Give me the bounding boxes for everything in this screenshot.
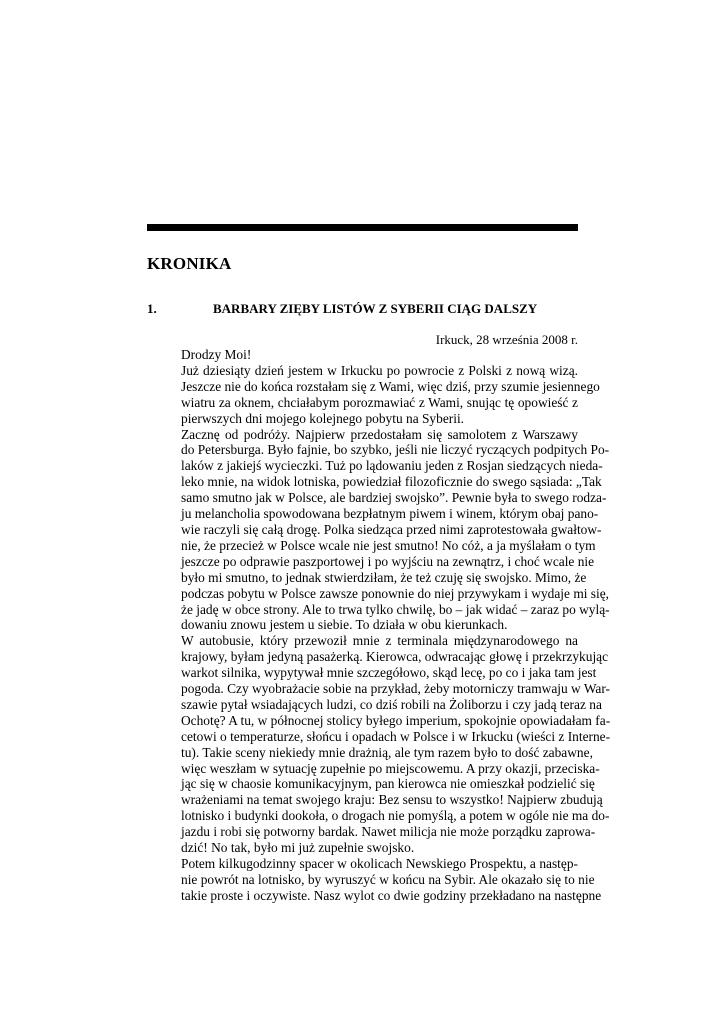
text-line: do Petersburga. Było fajnie, bo szybko, jeśli nie liczyć ryczących podpitych Po- [181, 442, 610, 458]
paragraph [147, 426, 610, 634]
text-line: nie powrót na lotnisko, by wyruszyć w końcu na Sybir. Ale okazało się to nie [181, 871, 595, 887]
text-line: dzić! No tak, było mi już zupełnie swojsko. [181, 840, 415, 856]
text-line: Już dziesiąty dzień jestem w Irkucku po powrocie z Polski z nową wizą. [181, 362, 578, 378]
text-line: podczas pobytu w Polsce zawsze ponownie do niej przywykam i wydaje mi się, [181, 585, 610, 601]
text-line: wie raczyli się całą drogę. Polka siedząca przed nimi zaprotestowała gwałtow- [181, 521, 602, 537]
letter-body [147, 347, 611, 904]
text-line: cetowi o temperaturze, słońcu i opadach w Polsce i w Irkucku (wieści z Interne- [181, 728, 611, 744]
text-line: dowaniu znowu jestem u siebie. To działa w obu kierunkach. [181, 617, 508, 633]
text-line: nie, że przecież w Polsce wcale nie jest smutno! No cóż, a ja myślałam o tym [181, 537, 596, 553]
text-line: krajowy, byłam jedyną pasażerką. Kierowca, odwracając głowę i przekrzykując [181, 649, 609, 665]
text-line: pogoda. Czy wyobrażacie sobie na przykład, żeby motorniczy tramwaju w War- [181, 681, 610, 697]
text-line: Ochotę? A tu, w północnej stolicy byłego imperium, spokojnie opowiadałam fa- [181, 712, 611, 728]
text-line: jeszcze po odprawie paszportowej i po wyjściu na zewnątrz, i choć wcale nie [181, 553, 595, 569]
text-line: Jeszcze nie do końca rozstałam się z Wami, więc dziś, przy szumie jesiennego [181, 378, 600, 394]
paragraph [147, 347, 578, 363]
paragraph [147, 362, 600, 427]
text-line: warkot silnika, wypytywał mnie szczegółowo, skąd lecę, po co i jaka tam jest [181, 665, 597, 681]
text-line: samo smutno jak w Polsce, ale bardziej swojsko”. Pewnie była to swego rodza- [181, 490, 607, 506]
text-line: jąc się w chaosie komunikacyjnym, pan kierowca nie omieszkał podzielić się [181, 776, 595, 792]
paragraph [147, 633, 611, 856]
text-line: leko mnie, na widok lotniska, powiedział filozoficznie do swego sąsiada: „Tak [181, 474, 602, 490]
text-line: lotnisko i budynki dookoła, o drogach nie pomyślą, a potem w ogóle nie ma do- [181, 808, 610, 824]
text-line: wiatru za oknem, chciałabym porozmawiać z Wami, snując tę opowieść z [181, 394, 578, 410]
text-line: więc weszłam w sytuację zupełnie po miejscowemu. A przy okazji, przeciska- [181, 760, 600, 776]
text-line: tu). Takie sceny niekiedy mnie drażnią, ale tym razem było to dość zabawne, [181, 744, 593, 760]
section-title: KRONIKA [147, 254, 232, 273]
text-line: Zacznę od podróży. Najpierw przedostałam się samolotem z Warszawy [181, 426, 578, 442]
top-rule [147, 224, 578, 231]
text-line: było mi smutno, to jednak stwierdziłam, że też czuję się swojsko. Mimo, że [181, 569, 587, 585]
text-line: pierwszych dni mojego kolejnego pobytu na Syberii. [181, 410, 465, 426]
text-line: takie proste i oczywiste. Nasz wylot co dwie godziny przekładano na następne [181, 887, 602, 903]
text-line: że jadę w obce strony. Ale to trwa tylko chwilę, bo – jak widać – zaraz po wylą- [181, 601, 610, 617]
article-number: 1. [147, 301, 157, 316]
paragraph [147, 856, 602, 904]
text-line: Potem kilkugodzinny spacer w okolicach Newskiego Prospektu, a następ- [181, 856, 578, 871]
text-line: Drodzy Moi! [181, 347, 252, 362]
text-line: W autobusie, który przewoził mnie z terminala międzynarodowego na [181, 633, 578, 649]
text-line: ju melancholia spowodowana bezpłatnym piwem i winem, którym obaj pano- [181, 506, 599, 522]
dateline: Irkuck, 28 września 2008 r. [435, 332, 578, 347]
text-line: wrażeniami na temat swojego kraju: Bez sensu to wszystko! Najpierw zbudują [181, 792, 603, 808]
text-line: laków z jakiejś wycieczki. Tuż po lądowaniu jeden z Rosjan siedzących nieda- [181, 458, 603, 474]
article-title: BARBARY ZIĘBY LISTÓW Z SYBERII CIĄG DALSZY [213, 301, 538, 316]
text-line: jazdu i robi się potworny bardak. Nawet milicja nie może porządku zaprowa- [181, 824, 596, 840]
text-line: szawie pytał wsiadających ludzi, co dziś robili na Żoliborzu i czy jadą teraz na [181, 696, 602, 712]
